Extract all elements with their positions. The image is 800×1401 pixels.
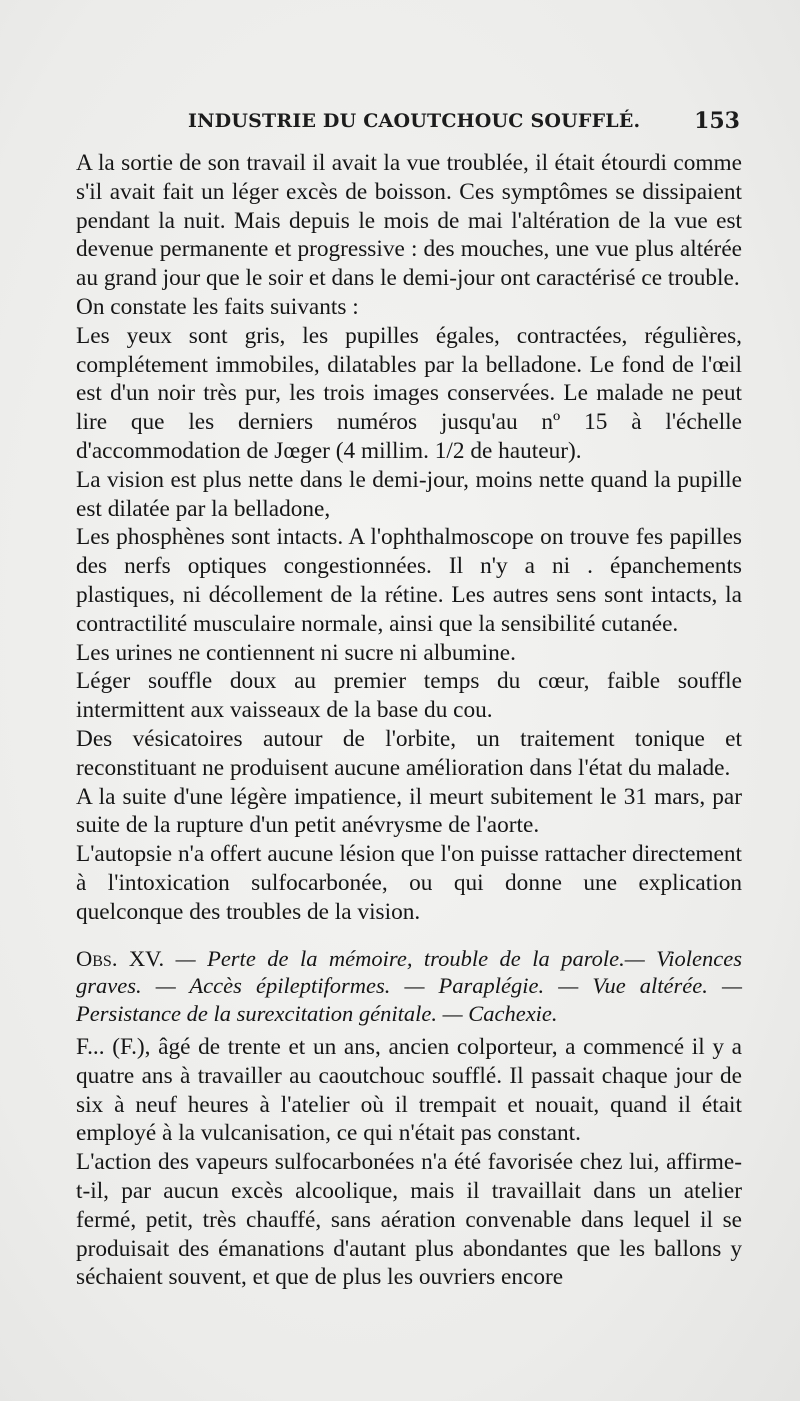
observation-heading [76, 945, 742, 1028]
running-title: INDUSTRIE DU CAOUTCHOUC SOUFFLÉ. [188, 110, 641, 132]
observation-title: — Perte de la mémoire, trouble de la parole.— Violences graves. — Accès épileptiformes. — Paraplégie. — Vue altérée. — Persistance de la surexcitation génitale. — Cachexie. [76, 945, 743, 1026]
observation-label: Obs. XV. [76, 945, 165, 971]
paragraph: L'action des vapeurs sulfocarbonées n'a été favorisée chez lui, affirme-t-il, par aucun excès alcoolique, mais il travaillait dans un atelier fermé, petit, très chauffé, sans aération convenable dans lequel il se produisait des émanations d'autant plus abondantes que les ballons y séchaient souvent, et que de plus les ouvriers encore [76, 1149, 742, 1291]
paragraph: A la sortie de son travail il avait la vue troublée, il était étourdi comme s'il avait fait un léger excès de boisson. Ces symptômes se dissipaient pendant la nuit. Mais depuis le mois de mai l'altération de la vue est devenue permanente et progressive : des mouches, une vue plus altérée au grand jour que le soir et dans le demi-jour ont caractérisé ce trouble. [76, 150, 742, 292]
page-header [76, 108, 742, 140]
paragraph: La vision est plus nette dans le demi-jour, moins nette quand la pupille est dilatée par la belladone, [76, 466, 742, 522]
paragraph: Les phosphènes sont intacts. A l'ophthalmoscope on trouve fes papilles des nerfs optiques congestionnées. Il n'y a ni . épanchements plastiques, ni décollement de la rétine. Les autres sens sont intacts, la contractilité musculaire normale, ainsi que la sensibilité cutanée. [76, 524, 742, 637]
page-body [76, 149, 742, 1292]
paragraph: Les yeux sont gris, les pupilles égales, contractées, régulières, complétement immobiles, dilatables par la belladone. Le fond de l'œil est d'un noir très pur, les trois images conservées. Le malade ne peut lire que les derniers numéros jusqu'au nº 15 à l'échelle d'accommodation de Jœger (4 millim. 1/2 de hauteur). [76, 322, 742, 464]
paragraph: On constate les faits suivants : [76, 293, 359, 320]
paragraph: A la suite d'une légère impatience, il meurt subitement le 31 mars, par suite de la rupture d'un petit anévrysme de l'aorte. [76, 783, 742, 839]
page-number: 153 [694, 108, 740, 134]
paragraph: L'autopsie n'a offert aucune lésion que l'on puisse rattacher directement à l'intoxication sulfocarbonée, ou qui donne une explication quelconque des troubles de la vision. [76, 841, 742, 925]
paragraph: Des vésicatoires autour de l'orbite, un traitement tonique et reconstituant ne produisent aucune amélioration dans l'état du malade. [76, 725, 742, 781]
paragraph: Les urines ne contiennent ni sucre ni albumine. [76, 639, 516, 666]
paragraph: Léger souffle doux au premier temps du cœur, faible souffle intermittent aux vaisseaux de la base du cou. [76, 668, 742, 724]
paragraph: F... (F.), âgé de trente et un ans, ancien colporteur, a commencé il y a quatre ans à travailler au caoutchouc soufflé. Il passait chaque jour de six à neuf heures à l'atelier où il trempait et nouait, quand il était employé à la vulcanisation, ce qui n'était pas constant. [76, 1034, 742, 1147]
